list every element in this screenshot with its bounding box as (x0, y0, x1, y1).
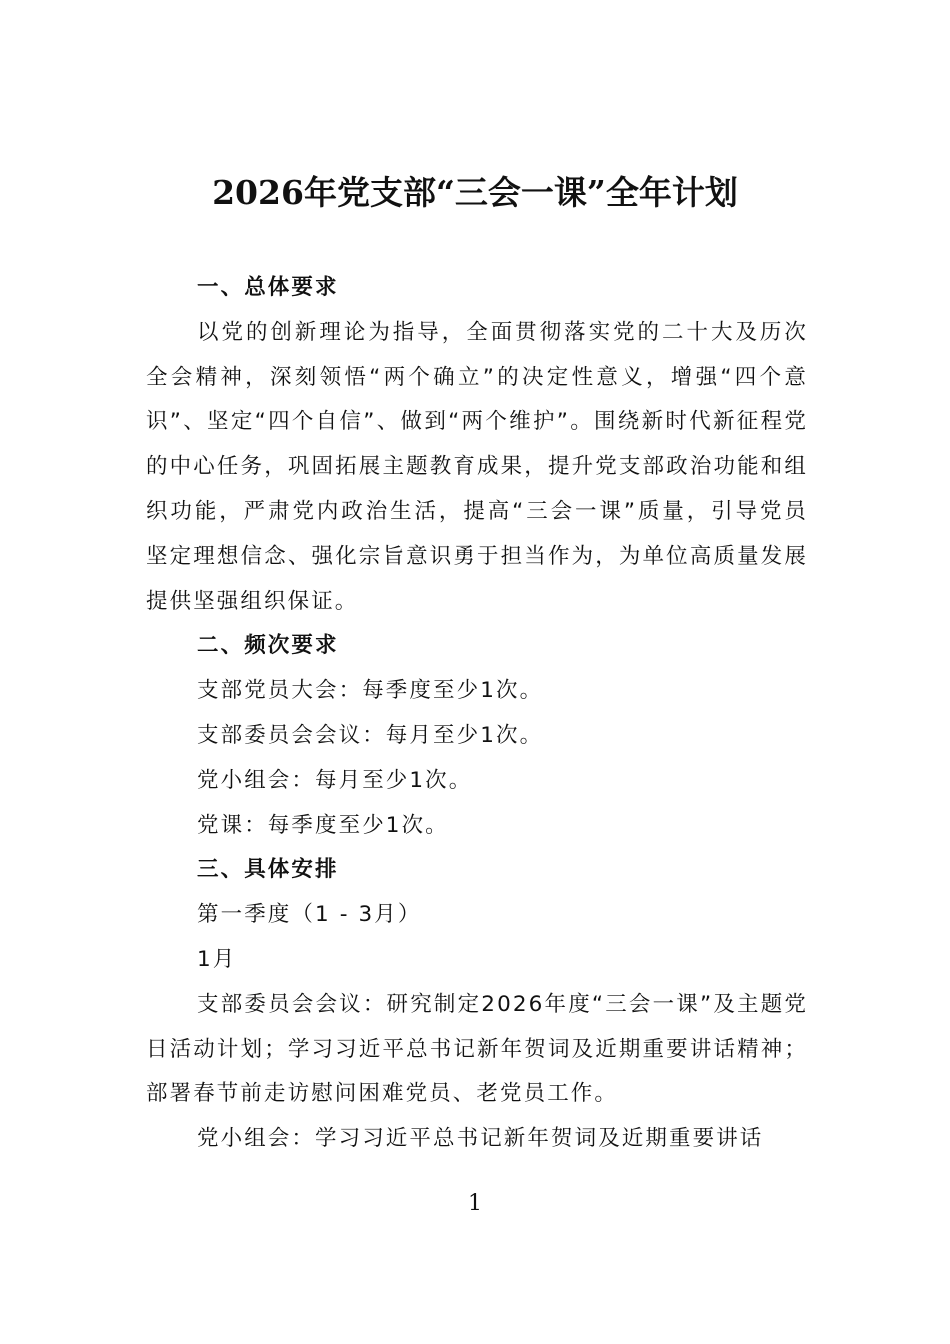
section-heading-frequency-requirements: 二、频次要求 (197, 633, 339, 659)
frequency-item-group-meeting: 党小组会：每月至少1次。 (197, 767, 473, 793)
frequency-item-committee-meeting: 支部委员会会议：每月至少1次。 (197, 722, 544, 748)
quarter-heading: 第一季度（1 - 3月） (197, 902, 422, 928)
section-heading-general-requirements: 一、总体要求 (197, 275, 339, 300)
document-title: 2026年党支部“三会一课”全年计划 (212, 173, 738, 212)
page-number: 1 (468, 1191, 482, 1216)
month-heading: 1月 (197, 946, 237, 972)
section-heading-specific-arrangements: 三、具体安排 (197, 857, 339, 883)
frequency-item-party-lecture: 党课：每季度至少1次。 (197, 812, 449, 838)
january-group-meeting-paragraph: 党小组会：学习习近平总书记新年贺词及近期重要讲话 (197, 1126, 764, 1152)
general-requirements-paragraph: 以党的创新理论为指导，全面贯彻落实党的二十大及历次全会精神，深刻领悟“两个确立”的决定性意义，增强“四个意识”、坚定“四个自信”、做到“两个维护”。围绕新时代新征程党的中心任务，巩固拓展主题教育成果，提升党支部政治功能和组织功能，严肃党内政治生活，提高“三会一课”质量，引导党员坚定理想信念、强化宗旨意识勇于担当作为，为单位高质量发展提供坚强组织保证。 (146, 319, 808, 614)
document-body (146, 266, 808, 1162)
january-committee-meeting-paragraph: 支部委员会会议：研究制定2026年度“三会一课”及主题党日活动计划；学习习近平总书记新年贺词及近期重要讲话精神；部署春节前走访慰问困难党员、老党员工作。 (146, 991, 808, 1107)
frequency-item-party-congress: 支部党员大会：每季度至少1次。 (197, 678, 544, 704)
